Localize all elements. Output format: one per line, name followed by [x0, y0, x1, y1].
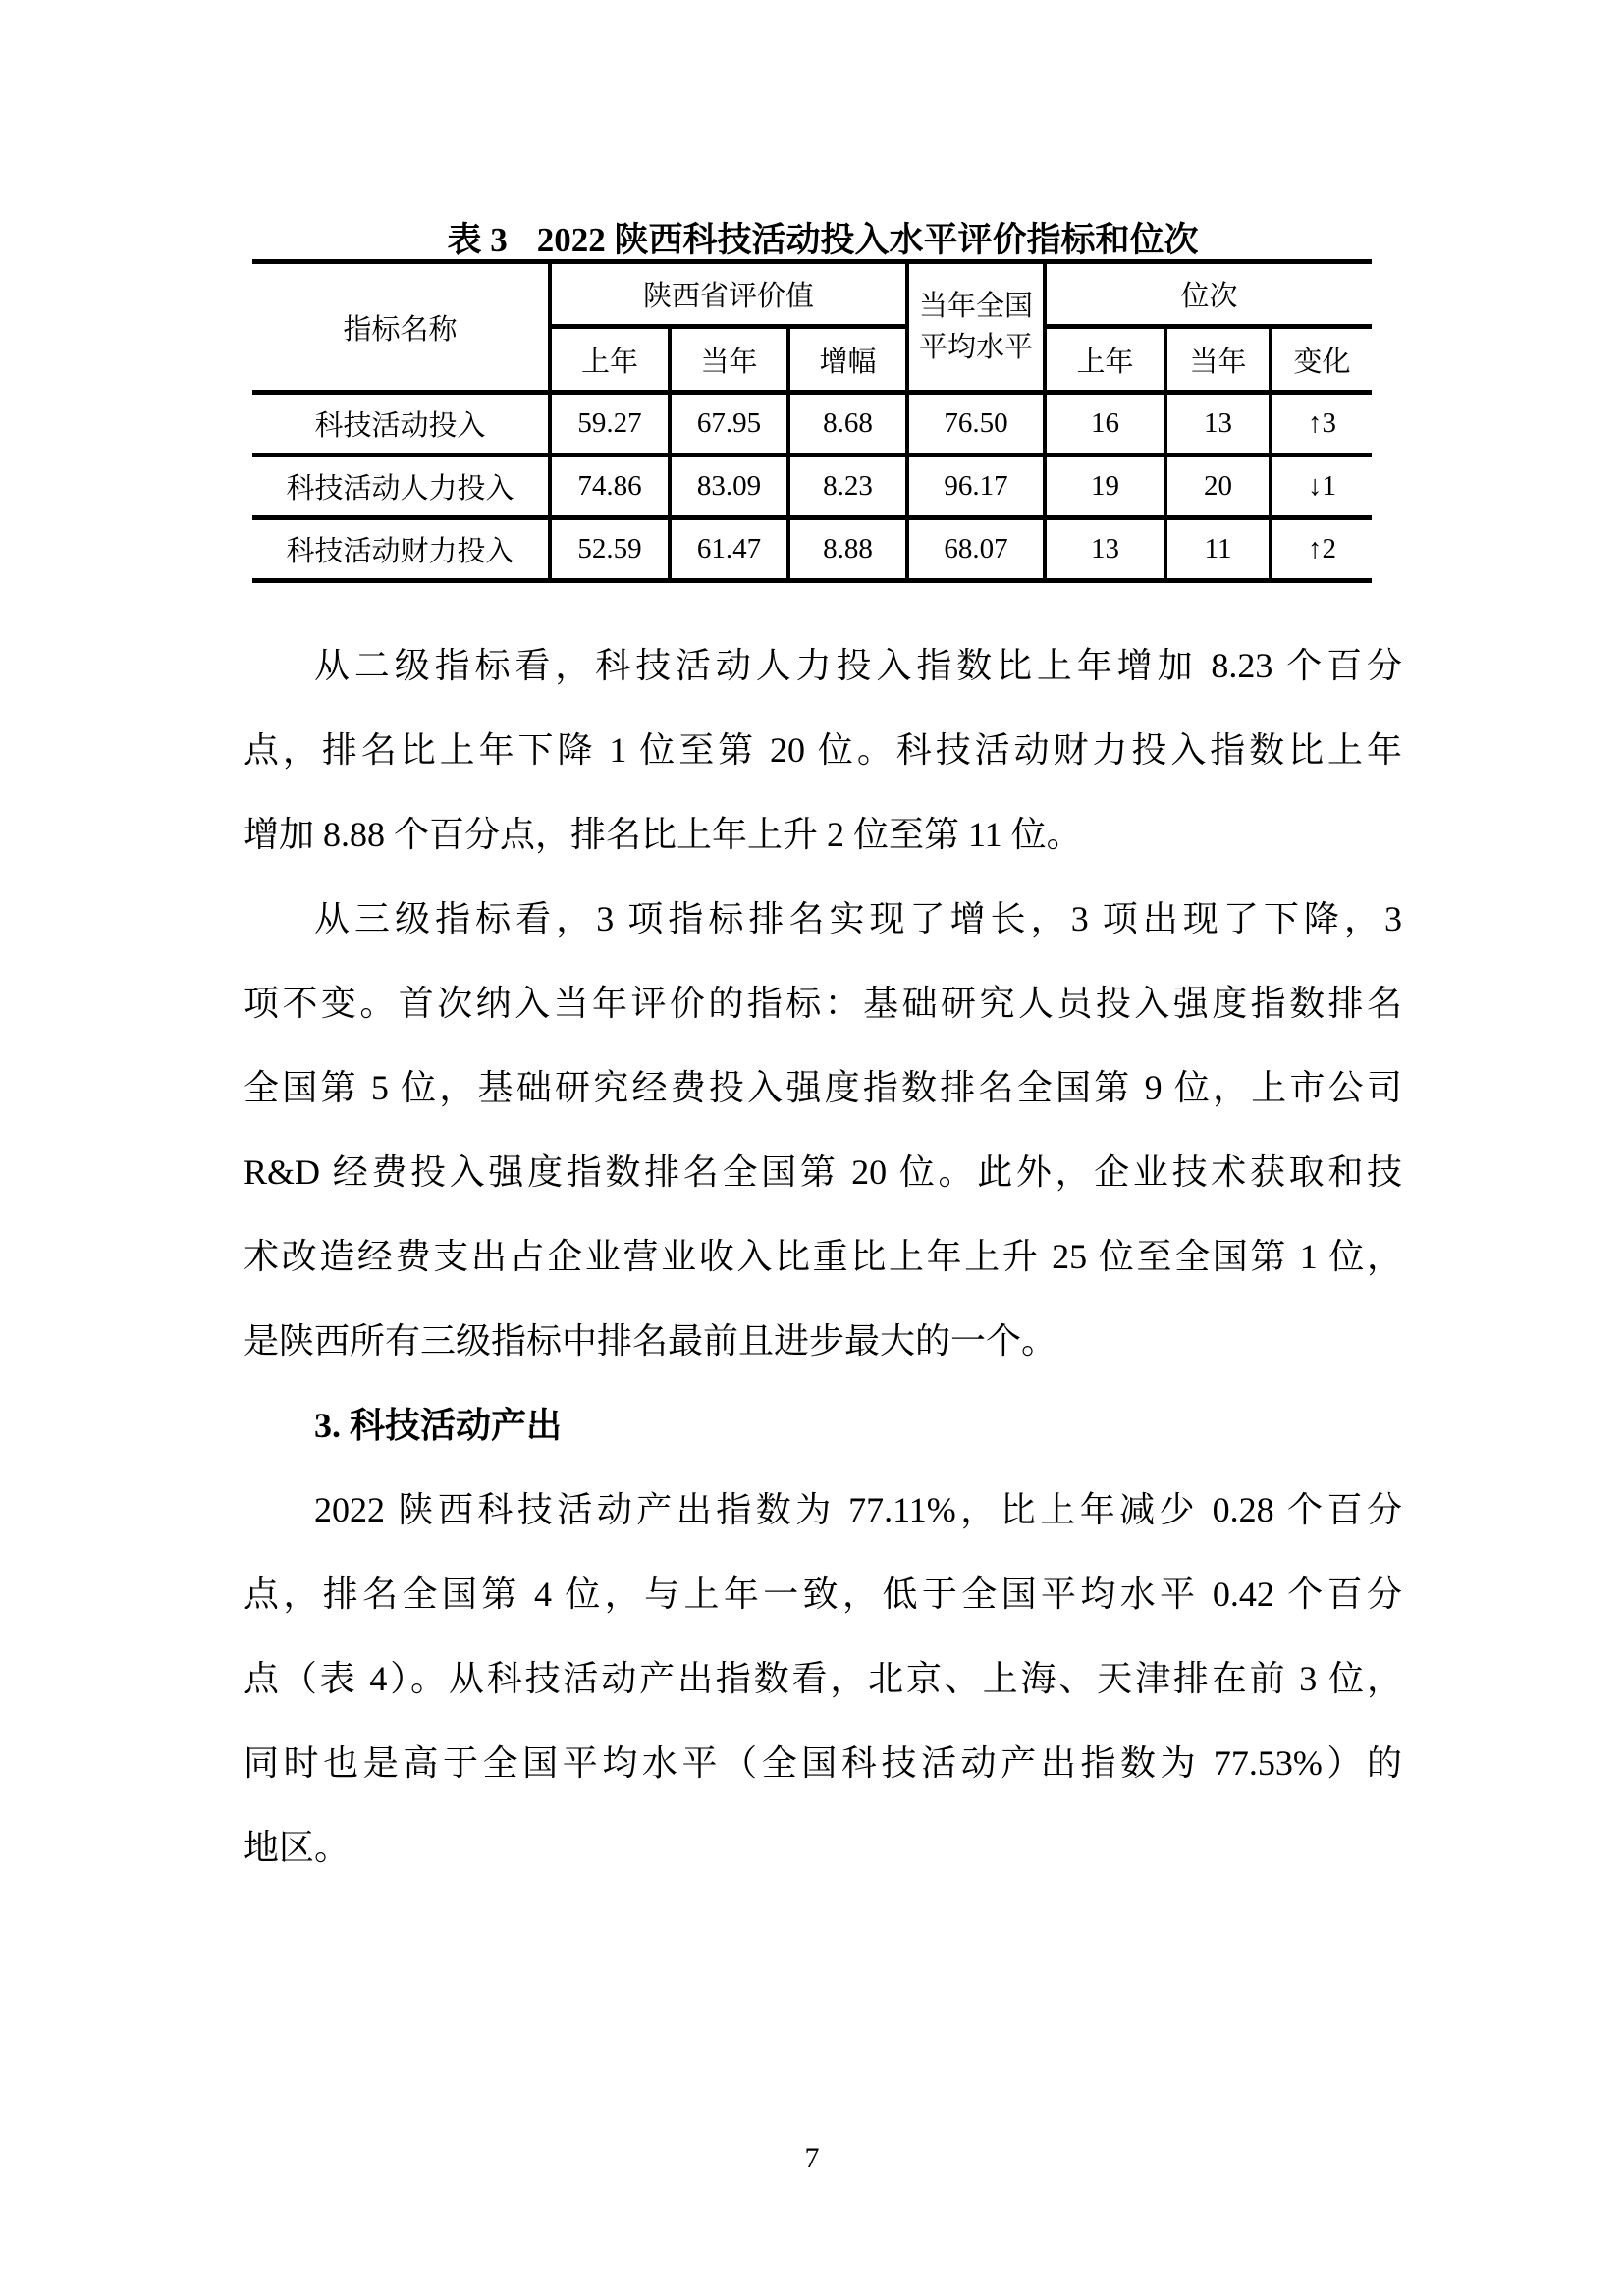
paragraph-line: 是陕西所有三级指标中排名最前且进步最大的一个。 [244, 1321, 1057, 1361]
data-cell: 13 [1165, 393, 1271, 455]
data-cell: 8.23 [788, 455, 907, 518]
data-cell: 74.86 [550, 455, 670, 518]
data-cell: 13 [1045, 518, 1165, 581]
paragraph-line: 点，排名全国第 4 位，与上年一致，低于全国平均水平 0.42 个百分 [244, 1575, 1402, 1614]
header-cell-rank-change: 变化 [1271, 327, 1372, 393]
paragraph-line: 从二级指标看，科技活动人力投入指数比上年增加 8.23 个百分 [314, 646, 1402, 685]
table-caption-title: 2022 陕西科技活动投入水平评价指标和位次 [536, 221, 1199, 259]
data-cell: 76.50 [907, 393, 1045, 455]
header-cell-shaanxi-group: 陕西省评价值 [550, 262, 907, 327]
header-cell-prev-year: 上年 [550, 327, 670, 393]
data-cell: 67.95 [670, 393, 788, 455]
row-label: 科技活动人力投入 [252, 455, 550, 518]
data-cell: 20 [1165, 455, 1271, 518]
rank-change-cell: ↑3 [1271, 393, 1372, 455]
header-cell-rank-prev: 上年 [1045, 327, 1165, 393]
table-header-row-1 [252, 262, 1372, 327]
table-caption [244, 216, 1402, 265]
section-heading: 3. 科技活动产出 [314, 1406, 563, 1445]
table-row [252, 518, 1372, 581]
header-cell-national-average: 当年全国平均水平 [907, 262, 1045, 393]
paragraph-line: 2022 陕西科技活动产出指数为 77.11%，比上年减少 0.28 个百分 [314, 1490, 1402, 1529]
data-cell: 59.27 [550, 393, 670, 455]
row-label: 科技活动财力投入 [252, 518, 550, 581]
table-caption-label: 表 3 [447, 221, 508, 259]
header-cell-rank-group: 位次 [1045, 262, 1372, 327]
rank-change-cell: ↑2 [1271, 518, 1372, 581]
data-cell: 52.59 [550, 518, 670, 581]
paragraph-line: 地区。 [244, 1828, 351, 1867]
data-cell: 11 [1165, 518, 1271, 581]
data-cell: 8.68 [788, 393, 907, 455]
rank-change-cell: ↓1 [1271, 455, 1372, 518]
paragraph-line: 从三级指标看，3 项指标排名实现了增长，3 项出现了下降，3 [314, 899, 1402, 938]
table-row [252, 455, 1372, 518]
data-cell: 16 [1045, 393, 1165, 455]
data-cell: 96.17 [907, 455, 1045, 518]
paragraph-line: 增加 8.88 个百分点，排名比上年上升 2 位至第 11 位。 [244, 815, 1082, 854]
data-cell: 61.47 [670, 518, 788, 581]
paragraph-line: R&D 经费投入强度指数排名全国第 20 位。此外，企业技术获取和技 [244, 1152, 1402, 1192]
header-cell-rank-curr: 当年 [1165, 327, 1271, 393]
paragraph-line: 项不变。首次纳入当年评价的指标：基础研究人员投入强度指数排名 [244, 984, 1402, 1023]
paragraph-line: 点（表 4）。从科技活动产出指数看，北京、上海、天津排在前 3 位， [244, 1659, 1402, 1698]
data-cell: 19 [1045, 455, 1165, 518]
indicators-table [252, 259, 1372, 583]
data-cell: 68.07 [907, 518, 1045, 581]
page-number: 7 [804, 2142, 820, 2174]
body-text [244, 623, 1402, 1890]
data-cell: 8.88 [788, 518, 907, 581]
paragraph-line: 同时也是高于全国平均水平（全国科技活动产出指数为 77.53%）的 [244, 1743, 1402, 1783]
data-cell: 83.09 [670, 455, 788, 518]
header-cell-increase: 增幅 [788, 327, 907, 393]
row-label: 科技活动投入 [252, 393, 550, 455]
paragraph-line: 全国第 5 位，基础研究经费投入强度指数排名全国第 9 位，上市公司 [244, 1068, 1402, 1107]
paragraph-line: 术改造经费支出占企业营业收入比重比上年上升 25 位至全国第 1 位， [244, 1237, 1402, 1276]
header-cell-indicator: 指标名称 [252, 262, 550, 393]
table-row [252, 393, 1372, 455]
paragraph-line: 点，排名比上年下降 1 位至第 20 位。科技活动财力投入指数比上年 [244, 730, 1402, 770]
header-cell-curr-year: 当年 [670, 327, 788, 393]
